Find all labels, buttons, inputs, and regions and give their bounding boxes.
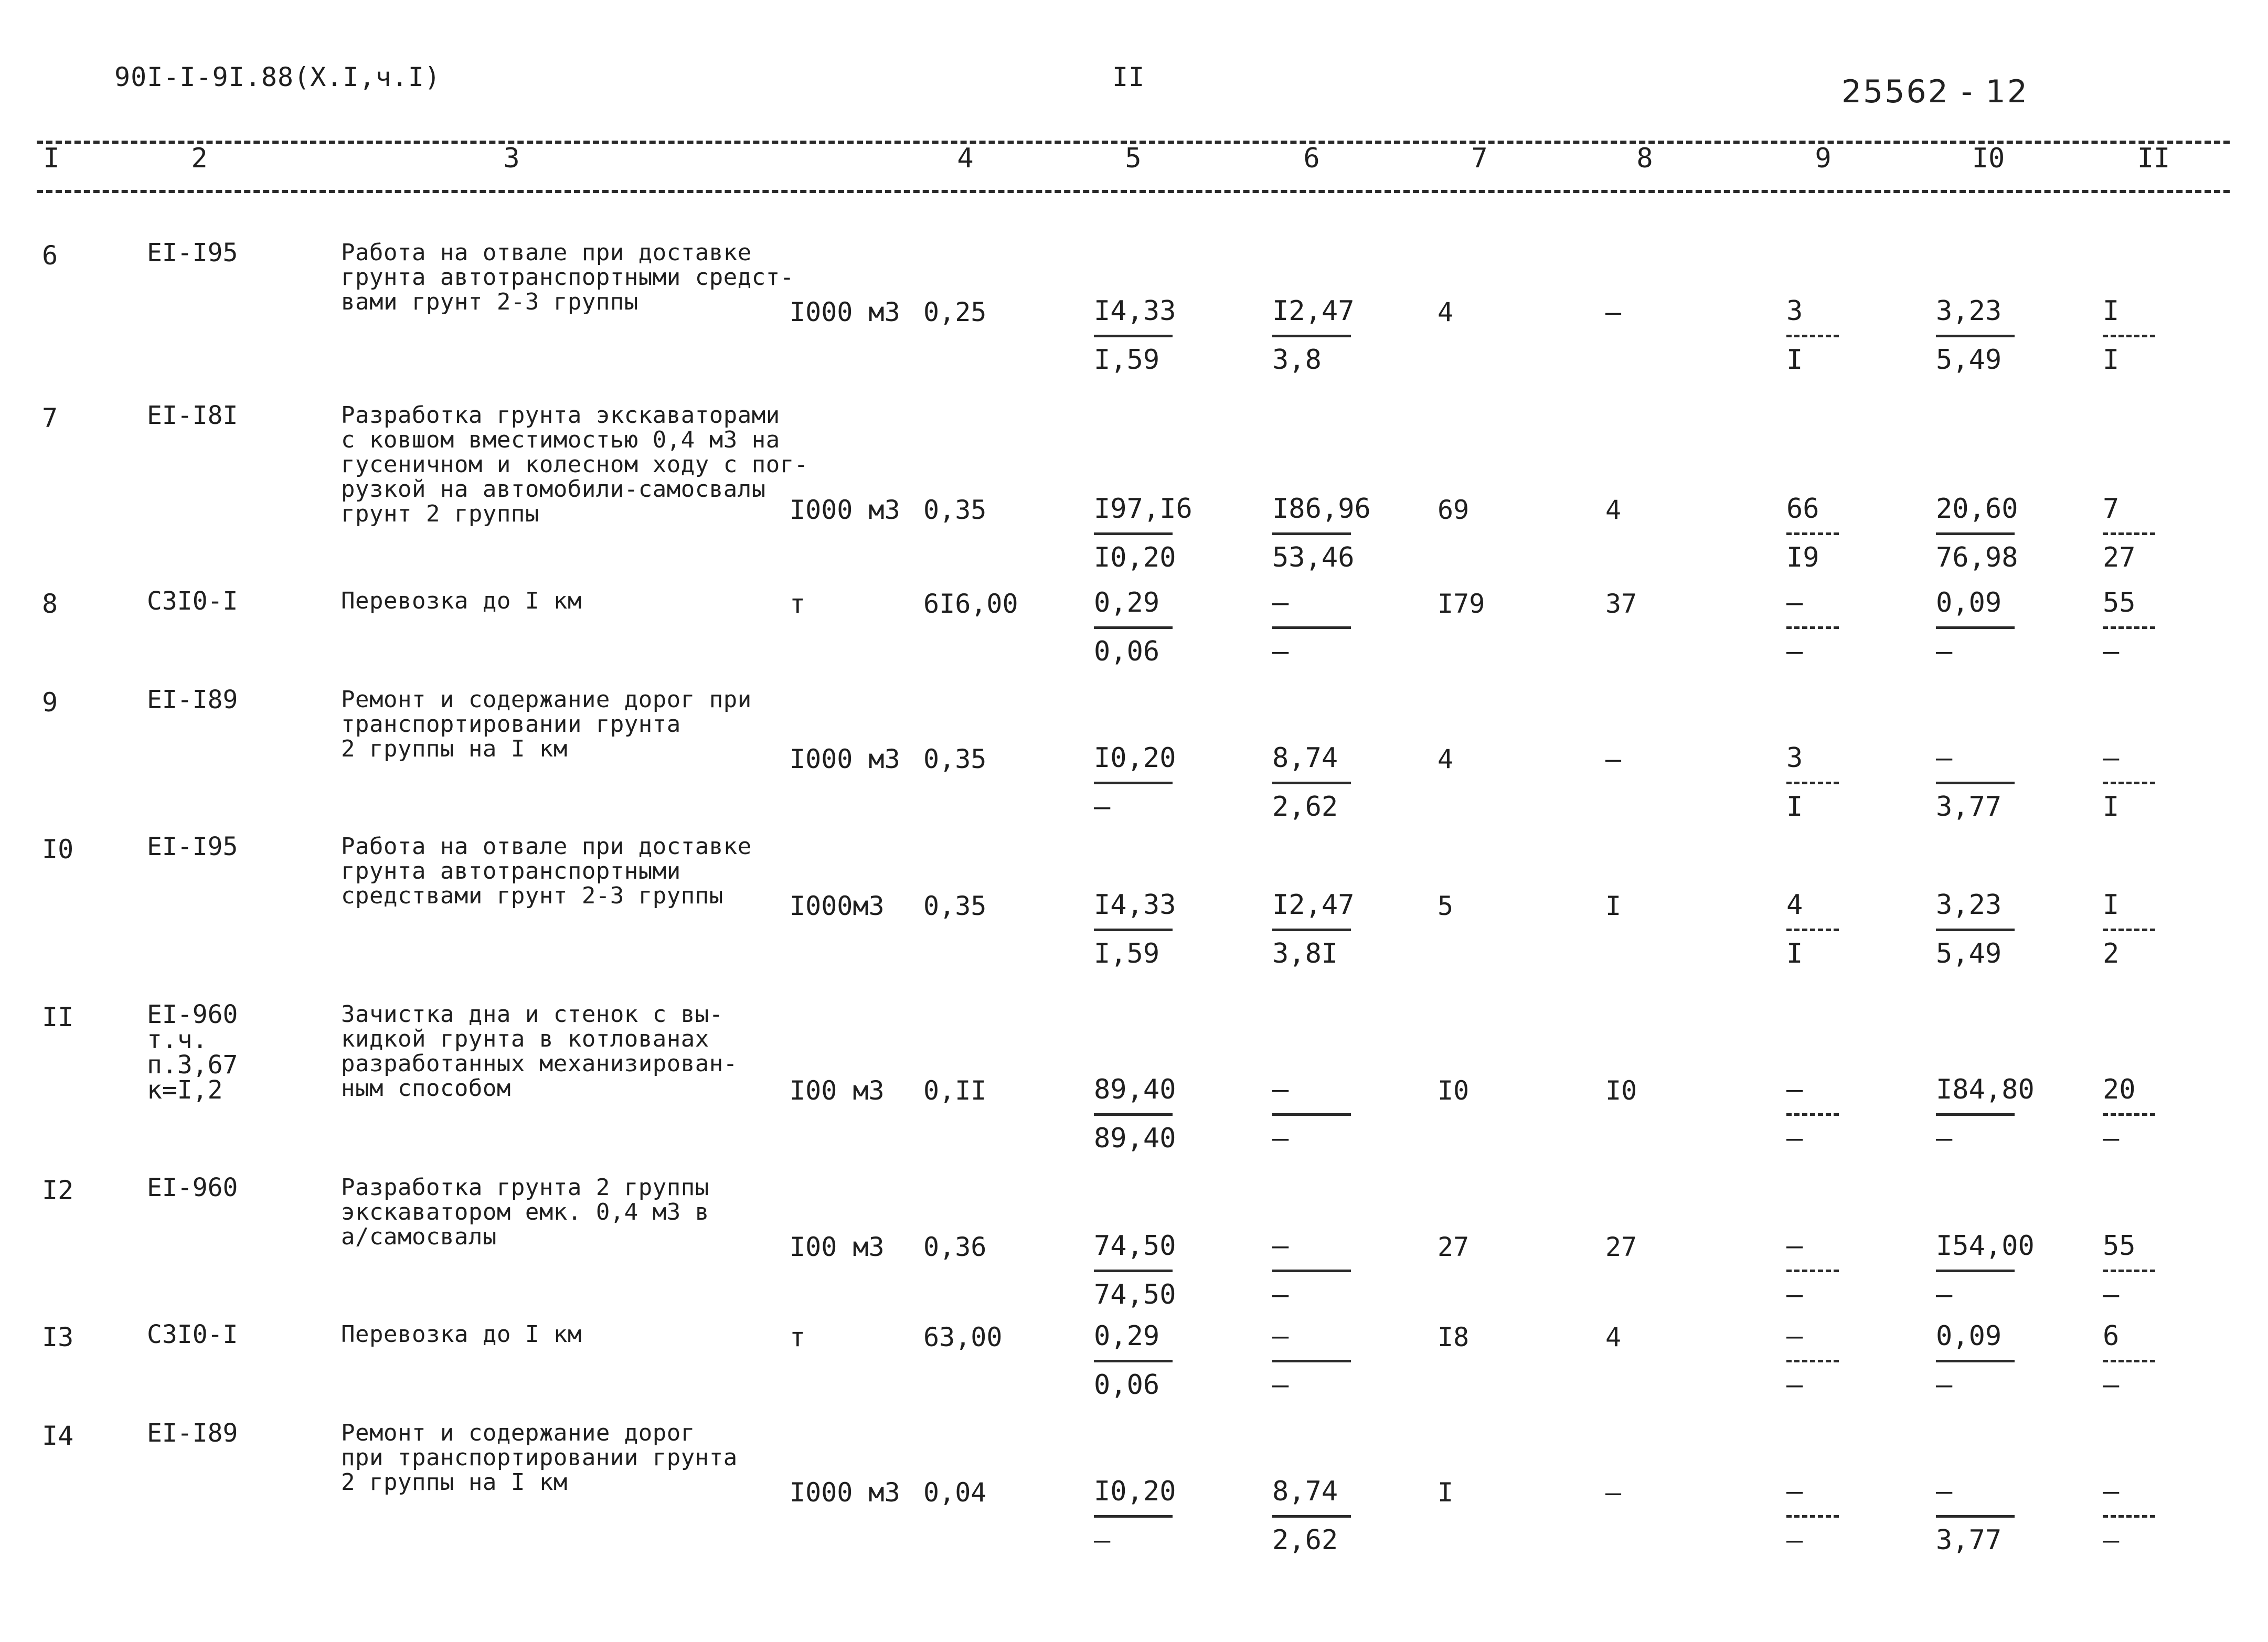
fraction-denominator: – (2103, 1369, 2120, 1401)
fraction-denominator: 5,49 (1936, 938, 2002, 969)
fraction-c5 (1094, 889, 1220, 970)
quantity: 0,35 (923, 495, 987, 525)
fraction-c9 (1786, 295, 1912, 376)
row-number: I4 (42, 1421, 74, 1451)
fraction-denominator: I,59 (1094, 938, 1160, 969)
fraction-numerator: 7 (2103, 493, 2120, 525)
fraction-bar (1272, 1270, 1351, 1272)
fraction-denominator: 0,06 (1094, 636, 1160, 667)
fraction-denominator: – (1272, 1369, 1289, 1401)
fraction-bar (1786, 1113, 1839, 1116)
fraction-denominator: 74,50 (1094, 1279, 1176, 1310)
quantity: 0,04 (923, 1477, 987, 1508)
fraction-bar (2103, 1515, 2155, 1518)
fraction-numerator: 20 (2103, 1074, 2136, 1105)
fraction-denominator: – (1786, 1524, 1803, 1556)
fraction-denominator: I9 (1786, 542, 1819, 573)
fraction-c5 (1094, 742, 1220, 823)
fraction-denominator: 0,06 (1094, 1369, 1160, 1401)
work-description: Зачистка дна и стенок с вы- кидкой грунта в котлованах разработанных механизирован- ным способом (341, 1001, 738, 1102)
row-number: II (42, 1002, 74, 1032)
column-8-value: – (1605, 1477, 1622, 1508)
fraction-denominator: 27 (2103, 542, 2136, 573)
fraction-numerator: I0,20 (1094, 742, 1176, 774)
work-description: Работа на отвале при доставке грунта автотранспортными средствами грунт 2-3 группы (341, 833, 752, 909)
column-number: I0 (1972, 143, 2005, 174)
column-number: 4 (957, 143, 974, 174)
fraction-numerator: I84,80 (1936, 1074, 2035, 1105)
fraction-numerator: I4,33 (1094, 889, 1176, 921)
rate-code: EI-I8I (147, 401, 238, 430)
unit-of-measure: I00 м3 (790, 1075, 885, 1106)
fraction-numerator: – (1786, 1476, 1803, 1507)
fraction-c9 (1786, 1320, 1912, 1401)
fraction-denominator: – (1272, 1279, 1289, 1310)
fraction-numerator: I86,96 (1272, 493, 1371, 525)
fraction-denominator: I,59 (1094, 344, 1160, 376)
fraction-denominator: – (1094, 791, 1111, 823)
fraction-denominator: – (1786, 1369, 1803, 1401)
column-8-value: 4 (1605, 1322, 1622, 1352)
row-number: I0 (42, 834, 74, 865)
column-8-value: 4 (1605, 495, 1622, 525)
fraction-numerator: 66 (1786, 493, 1819, 525)
work-description: Ремонт и содержание дорог при транспортировании грунта 2 группы на I км (341, 1420, 738, 1496)
column-7-value: I79 (1438, 589, 1485, 619)
fraction-denominator: 3,8I (1272, 938, 1338, 969)
fraction-c9 (1786, 1230, 1912, 1311)
fraction-c6 (1272, 493, 1398, 574)
fraction-c10 (1936, 742, 2062, 823)
fraction-denominator: 76,98 (1936, 542, 2018, 573)
fraction-denominator: 89,40 (1094, 1123, 1176, 1154)
fraction-denominator: I (2103, 791, 2120, 823)
fraction-c5 (1094, 1073, 1220, 1155)
column-7-value: 4 (1438, 744, 1454, 774)
fraction-numerator: – (1272, 1230, 1289, 1262)
fraction-c6 (1272, 889, 1398, 970)
rate-code: EI-960 (147, 1173, 238, 1202)
fraction-bar (1094, 1515, 1173, 1518)
fraction-denominator: 2 (2103, 938, 2120, 969)
fraction-c10 (1936, 1230, 2062, 1311)
column-number: 8 (1636, 143, 1653, 174)
fraction-c11 (2103, 587, 2229, 668)
fraction-bar (2103, 626, 2155, 629)
column-8-value: I (1605, 891, 1622, 921)
fraction-c6 (1272, 587, 1398, 668)
fraction-c6 (1272, 1073, 1398, 1155)
fraction-denominator: I (1786, 344, 1803, 376)
page-number: II (1112, 62, 1145, 92)
fraction-numerator: 3 (1786, 742, 1803, 774)
fraction-numerator: I97,I6 (1094, 493, 1192, 525)
unit-of-measure: I000 м3 (790, 297, 900, 327)
quantity: 0,36 (923, 1232, 987, 1262)
fraction-bar (1094, 1113, 1173, 1116)
fraction-bar (1786, 782, 1839, 784)
fraction-bar (1272, 335, 1351, 337)
fraction-numerator: 3 (1786, 295, 1803, 327)
fraction-bar (1272, 1113, 1351, 1116)
fraction-c5 (1094, 493, 1220, 574)
fraction-denominator: 2,62 (1272, 1524, 1338, 1556)
column-7-value: 5 (1438, 891, 1454, 921)
fraction-c10 (1936, 1320, 2062, 1401)
fraction-denominator: – (2103, 1524, 2120, 1556)
fraction-denominator: – (2103, 636, 2120, 667)
fraction-c9 (1786, 889, 1912, 970)
unit-of-measure: т (790, 589, 806, 619)
column-number: II (2137, 143, 2170, 174)
column-7-value: 27 (1438, 1232, 1470, 1262)
fraction-c5 (1094, 587, 1220, 668)
fraction-numerator: – (1936, 742, 1953, 774)
fraction-denominator: – (1786, 1279, 1803, 1310)
fraction-denominator: – (1786, 1123, 1803, 1154)
fraction-denominator: I0,20 (1094, 542, 1176, 573)
fraction-numerator: 8,74 (1272, 742, 1338, 774)
fraction-bar (2103, 1360, 2155, 1362)
fraction-c5 (1094, 1320, 1220, 1401)
fraction-numerator: – (1272, 1074, 1289, 1105)
unit-of-measure: I00 м3 (790, 1232, 885, 1262)
fraction-bar (1936, 1270, 2015, 1272)
fraction-numerator: 0,29 (1094, 587, 1160, 619)
fraction-bar (1786, 929, 1839, 931)
row-number: I2 (42, 1175, 74, 1206)
rate-code: C3I0-I (147, 587, 238, 616)
fraction-c6 (1272, 1230, 1398, 1311)
fraction-bar (1936, 532, 2015, 535)
fraction-numerator: – (1786, 1320, 1803, 1352)
fraction-denominator: – (1272, 636, 1289, 667)
fraction-denominator: – (1936, 1369, 1953, 1401)
stamp-number: 25562 - 12 (1841, 73, 2029, 110)
fraction-bar (1272, 626, 1351, 629)
fraction-numerator: I (2103, 889, 2120, 921)
rate-code: EI-960 т.ч. п.3,67 к=I,2 (147, 1000, 238, 1105)
fraction-denominator: 3,77 (1936, 791, 2002, 823)
fraction-numerator: 6 (2103, 1320, 2120, 1352)
work-description: Разработка грунта экскаваторами с ковшом вместимостью 0,4 м3 на гусеничном и колесном ходу с пог- рузкой на автомобили-самосвалы грунт 2 группы (341, 402, 808, 527)
fraction-denominator: I (2103, 344, 2120, 376)
column-7-value: 4 (1438, 297, 1454, 327)
fraction-c9 (1786, 1073, 1912, 1155)
fraction-bar (1786, 1360, 1839, 1362)
fraction-denominator: – (2103, 1123, 2120, 1154)
fraction-numerator: I2,47 (1272, 295, 1355, 327)
fraction-denominator: I (1786, 938, 1803, 969)
fraction-c9 (1786, 742, 1912, 823)
fraction-bar (1936, 626, 2015, 629)
fraction-bar (1094, 782, 1173, 784)
rate-code: EI-I95 (147, 832, 238, 861)
column-8-value: I0 (1605, 1075, 1637, 1106)
column-number: 6 (1303, 143, 1320, 174)
fraction-c5 (1094, 295, 1220, 376)
fraction-c11 (2103, 295, 2229, 376)
quantity: 0,25 (923, 297, 987, 327)
column-number: 7 (1471, 143, 1488, 174)
fraction-numerator: I0,20 (1094, 1476, 1176, 1507)
rate-code: C3I0-I (147, 1320, 238, 1349)
fraction-c11 (2103, 1230, 2229, 1311)
unit-of-measure: I000 м3 (790, 744, 900, 774)
column-number: 9 (1815, 143, 1832, 174)
fraction-bar (1272, 929, 1351, 931)
fraction-bar (1272, 1360, 1351, 1362)
column-number: I (43, 143, 60, 174)
work-description: Разработка грунта 2 группы экскаватором емк. 0,4 м3 в а/самосвалы (341, 1174, 709, 1250)
fraction-numerator: 8,74 (1272, 1476, 1338, 1507)
fraction-denominator: 5,49 (1936, 344, 2002, 376)
fraction-c6 (1272, 295, 1398, 376)
unit-of-measure: т (790, 1322, 806, 1352)
unit-of-measure: I000 м3 (790, 1477, 900, 1508)
fraction-bar (1936, 929, 2015, 931)
work-description: Перевозка до I км (341, 1321, 582, 1348)
fraction-bar (2103, 1113, 2155, 1116)
fraction-c11 (2103, 742, 2229, 823)
quantity: 6I6,00 (923, 589, 1018, 619)
fraction-denominator: – (2103, 1279, 2120, 1310)
fraction-denominator: 3,77 (1936, 1524, 2002, 1556)
unit-of-measure: I000 м3 (790, 495, 900, 525)
unit-of-measure: I000м3 (790, 891, 885, 921)
fraction-numerator: 0,09 (1936, 587, 2002, 619)
fraction-bar (1094, 626, 1173, 629)
column-7-value: I8 (1438, 1322, 1470, 1352)
fraction-bar (1936, 782, 2015, 784)
fraction-numerator: 20,60 (1936, 493, 2018, 525)
column-8-value: 27 (1605, 1232, 1637, 1262)
fraction-bar (2103, 1270, 2155, 1272)
quantity: 0,35 (923, 744, 987, 774)
fraction-numerator: – (1786, 587, 1803, 619)
table-header-rule (37, 190, 2230, 193)
fraction-c11 (2103, 493, 2229, 574)
fraction-numerator: I4,33 (1094, 295, 1176, 327)
column-7-value: I (1438, 1477, 1454, 1508)
fraction-bar (2103, 782, 2155, 784)
fraction-numerator: 74,50 (1094, 1230, 1176, 1262)
fraction-denominator: – (1936, 1123, 1953, 1154)
fraction-denominator: – (1936, 1279, 1953, 1310)
document-code: 90I-I-9I.88(X.I,ч.I) (114, 62, 441, 92)
fraction-bar (1272, 782, 1351, 784)
rate-code: EI-I89 (147, 1419, 238, 1448)
fraction-bar (1786, 532, 1839, 535)
fraction-numerator: 0,29 (1094, 1320, 1160, 1352)
fraction-denominator: – (1786, 636, 1803, 667)
fraction-numerator: – (1786, 1230, 1803, 1262)
rate-code: EI-I89 (147, 685, 238, 715)
fraction-c10 (1936, 493, 2062, 574)
fraction-c10 (1936, 1475, 2062, 1556)
work-description: Работа на отвале при доставке грунта автотранспортными средст- вами грунт 2-3 группы (341, 239, 794, 315)
fraction-numerator: – (1272, 1320, 1289, 1352)
fraction-bar (1786, 1270, 1839, 1272)
fraction-denominator: – (1272, 1123, 1289, 1154)
fraction-bar (1936, 335, 2015, 337)
fraction-bar (1786, 1515, 1839, 1518)
row-number: I3 (42, 1322, 74, 1352)
fraction-numerator: – (2103, 1476, 2120, 1507)
fraction-c6 (1272, 742, 1398, 823)
fraction-numerator: I54,00 (1936, 1230, 2035, 1262)
fraction-bar (1272, 1515, 1351, 1518)
fraction-bar (1094, 929, 1173, 931)
fraction-c5 (1094, 1230, 1220, 1311)
fraction-c10 (1936, 295, 2062, 376)
column-8-value: 37 (1605, 589, 1637, 619)
fraction-numerator: 3,23 (1936, 295, 2002, 327)
fraction-c9 (1786, 1475, 1912, 1556)
fraction-denominator: 3,8 (1272, 344, 1322, 376)
fraction-numerator: – (2103, 742, 2120, 774)
fraction-numerator: – (1272, 587, 1289, 619)
fraction-c6 (1272, 1475, 1398, 1556)
fraction-bar (1936, 1515, 2015, 1518)
fraction-c9 (1786, 587, 1912, 668)
fraction-denominator: 2,62 (1272, 791, 1338, 823)
fraction-c11 (2103, 1320, 2229, 1401)
fraction-numerator: 0,09 (1936, 1320, 2002, 1352)
fraction-numerator: – (1786, 1074, 1803, 1105)
fraction-numerator: 4 (1786, 889, 1803, 921)
fraction-bar (1786, 335, 1839, 337)
fraction-bar (1786, 626, 1839, 629)
fraction-bar (1936, 1360, 2015, 1362)
fraction-numerator: I (2103, 295, 2120, 327)
fraction-bar (2103, 335, 2155, 337)
row-number: 7 (42, 403, 58, 433)
fraction-c11 (2103, 1475, 2229, 1556)
fraction-c6 (1272, 1320, 1398, 1401)
quantity: 0,35 (923, 891, 987, 921)
column-7-value: I0 (1438, 1075, 1470, 1106)
column-8-value: – (1605, 744, 1622, 774)
fraction-bar (1094, 1270, 1173, 1272)
fraction-c11 (2103, 889, 2229, 970)
work-description: Ремонт и содержание дорог при транспортировании грунта 2 группы на I км (341, 686, 752, 762)
work-description: Перевозка до I км (341, 588, 582, 614)
column-number: 2 (191, 143, 208, 174)
fraction-denominator: 53,46 (1272, 542, 1355, 573)
rate-code: EI-I95 (147, 238, 238, 268)
row-number: 9 (42, 687, 58, 718)
column-7-value: 69 (1438, 495, 1470, 525)
fraction-bar (1094, 335, 1173, 337)
fraction-c11 (2103, 1073, 2229, 1155)
column-number: 5 (1125, 143, 1142, 174)
fraction-numerator: 55 (2103, 587, 2136, 619)
row-number: 8 (42, 589, 58, 619)
fraction-numerator: 3,23 (1936, 889, 2002, 921)
fraction-numerator: – (1936, 1476, 1953, 1507)
fraction-numerator: 55 (2103, 1230, 2136, 1262)
fraction-numerator: 89,40 (1094, 1074, 1176, 1105)
fraction-c5 (1094, 1475, 1220, 1556)
fraction-bar (2103, 929, 2155, 931)
fraction-bar (1094, 1360, 1173, 1362)
fraction-denominator: – (1936, 636, 1953, 667)
fraction-bar (2103, 532, 2155, 535)
fraction-c10 (1936, 889, 2062, 970)
quantity: 63,00 (923, 1322, 1003, 1352)
column-8-value: – (1605, 297, 1622, 327)
fraction-denominator: – (1094, 1524, 1111, 1556)
fraction-denominator: I (1786, 791, 1803, 823)
fraction-c10 (1936, 587, 2062, 668)
quantity: 0,II (923, 1075, 987, 1106)
fraction-bar (1094, 532, 1173, 535)
fraction-c9 (1786, 493, 1912, 574)
row-number: 6 (42, 240, 58, 271)
fraction-bar (1936, 1113, 2015, 1116)
fraction-bar (1272, 532, 1351, 535)
fraction-c10 (1936, 1073, 2062, 1155)
fraction-numerator: I2,47 (1272, 889, 1355, 921)
column-number: 3 (503, 143, 520, 174)
